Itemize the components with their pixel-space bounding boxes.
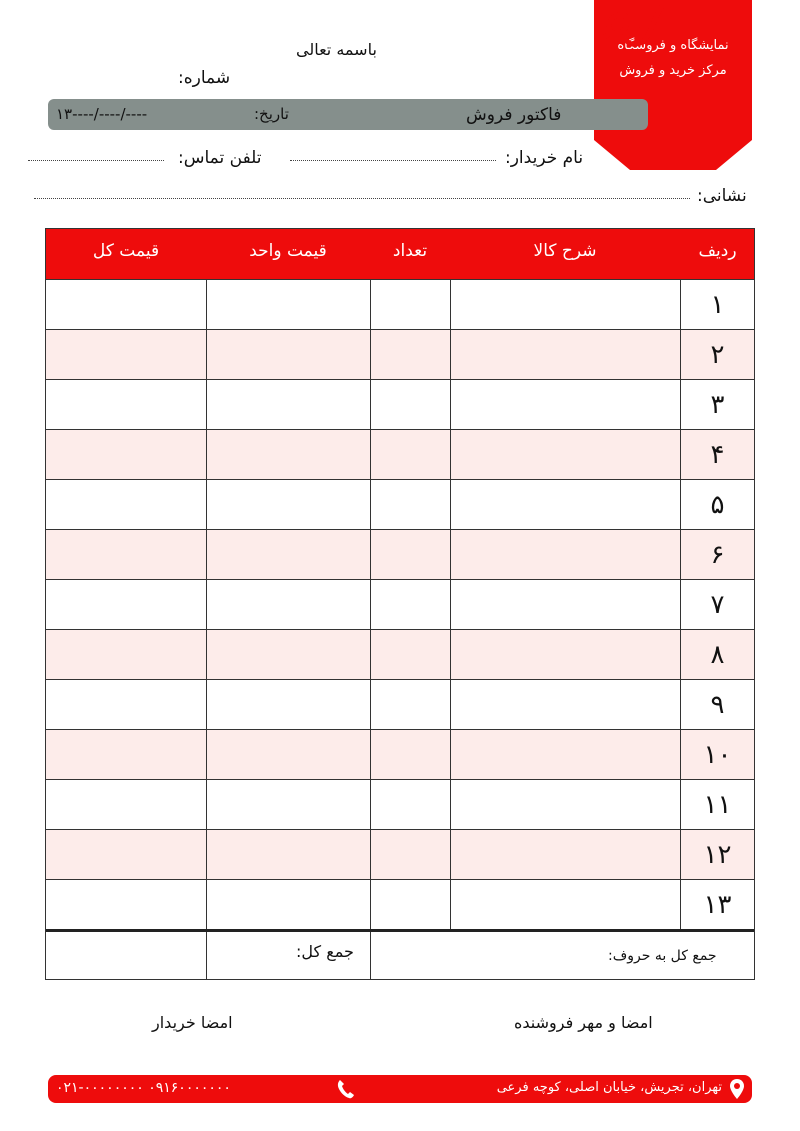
table-row — [46, 479, 754, 529]
buyer-name-label: نام خریدار: — [505, 148, 584, 168]
footer-bar — [48, 1075, 752, 1103]
table-row — [46, 629, 754, 679]
row-number: ۱۲ — [703, 840, 732, 870]
row-number: ۴ — [710, 440, 725, 470]
table-row — [46, 279, 754, 329]
total-in-words-label: جمع کل به حروف: — [608, 948, 717, 964]
total-label: جمع کل: — [296, 942, 354, 961]
invoice-title: فاکتور فروش — [466, 105, 562, 125]
buyer-name-line — [290, 160, 496, 161]
row-number: ۶ — [710, 540, 725, 570]
logo-tagline-1: نمایشگاه و فروشگاه — [617, 38, 729, 53]
address-line — [34, 198, 690, 199]
row-number: ۲ — [710, 340, 725, 370]
total-row — [46, 929, 754, 979]
row-number: ۹ — [710, 690, 725, 720]
header-description: شرح کالا — [533, 241, 597, 261]
header-quantity: تعداد — [392, 241, 428, 261]
row-number: ۷ — [710, 590, 725, 620]
row-number: ۳ — [710, 390, 725, 420]
seller-signature-label: امضا و مهر فروشنده — [514, 1013, 653, 1032]
table-row — [46, 729, 754, 779]
phone-line — [28, 160, 164, 161]
table-row — [46, 829, 754, 879]
table-row — [46, 579, 754, 629]
footer-phones: ۰۲۱-۰۰۰۰۰۰۰۰ ۰۹۱۶۰۰۰۰۰۰۰ — [56, 1080, 231, 1096]
row-number: ۱۳ — [703, 890, 732, 920]
row-number: ۱۱ — [703, 790, 732, 820]
row-number: ۸ — [710, 640, 725, 670]
row-number: ۵ — [710, 490, 725, 520]
row-number: ۱۰ — [703, 740, 732, 770]
date-label: تاریخ: — [254, 105, 289, 123]
table-row — [46, 379, 754, 429]
phone-icon — [336, 1078, 356, 1100]
table-row — [46, 779, 754, 829]
address-label: نشانی: — [697, 186, 747, 206]
header-row-number: ردیف — [698, 241, 737, 261]
logo-tagline-2: مرکز خرید و فروش — [619, 63, 727, 78]
buyer-signature-label: امضا خریدار — [152, 1013, 233, 1032]
header-unit-price: قیمت واحد — [249, 241, 327, 261]
table-row — [46, 879, 754, 929]
table-row — [46, 429, 754, 479]
invoice-number-label: شماره: — [178, 68, 231, 88]
phone-label: تلفن تماس: — [178, 148, 262, 168]
items-table — [45, 228, 755, 980]
header-total-price: قیمت کل — [92, 241, 160, 261]
table-row — [46, 529, 754, 579]
table-row — [46, 679, 754, 729]
logo-ribbon — [594, 0, 752, 170]
logo-calligraphy — [594, 0, 668, 48]
location-pin-icon — [730, 1079, 744, 1099]
date-value: ۱۳----/----/---- — [56, 105, 148, 123]
table-row — [46, 329, 754, 379]
row-number: ۱ — [710, 290, 725, 320]
bismillah-heading: باسمه تعالی — [296, 40, 377, 59]
footer-address: تهران، تجریش، خیابان اصلی، کوچه فرعی — [496, 1080, 722, 1095]
table-header — [46, 229, 754, 279]
